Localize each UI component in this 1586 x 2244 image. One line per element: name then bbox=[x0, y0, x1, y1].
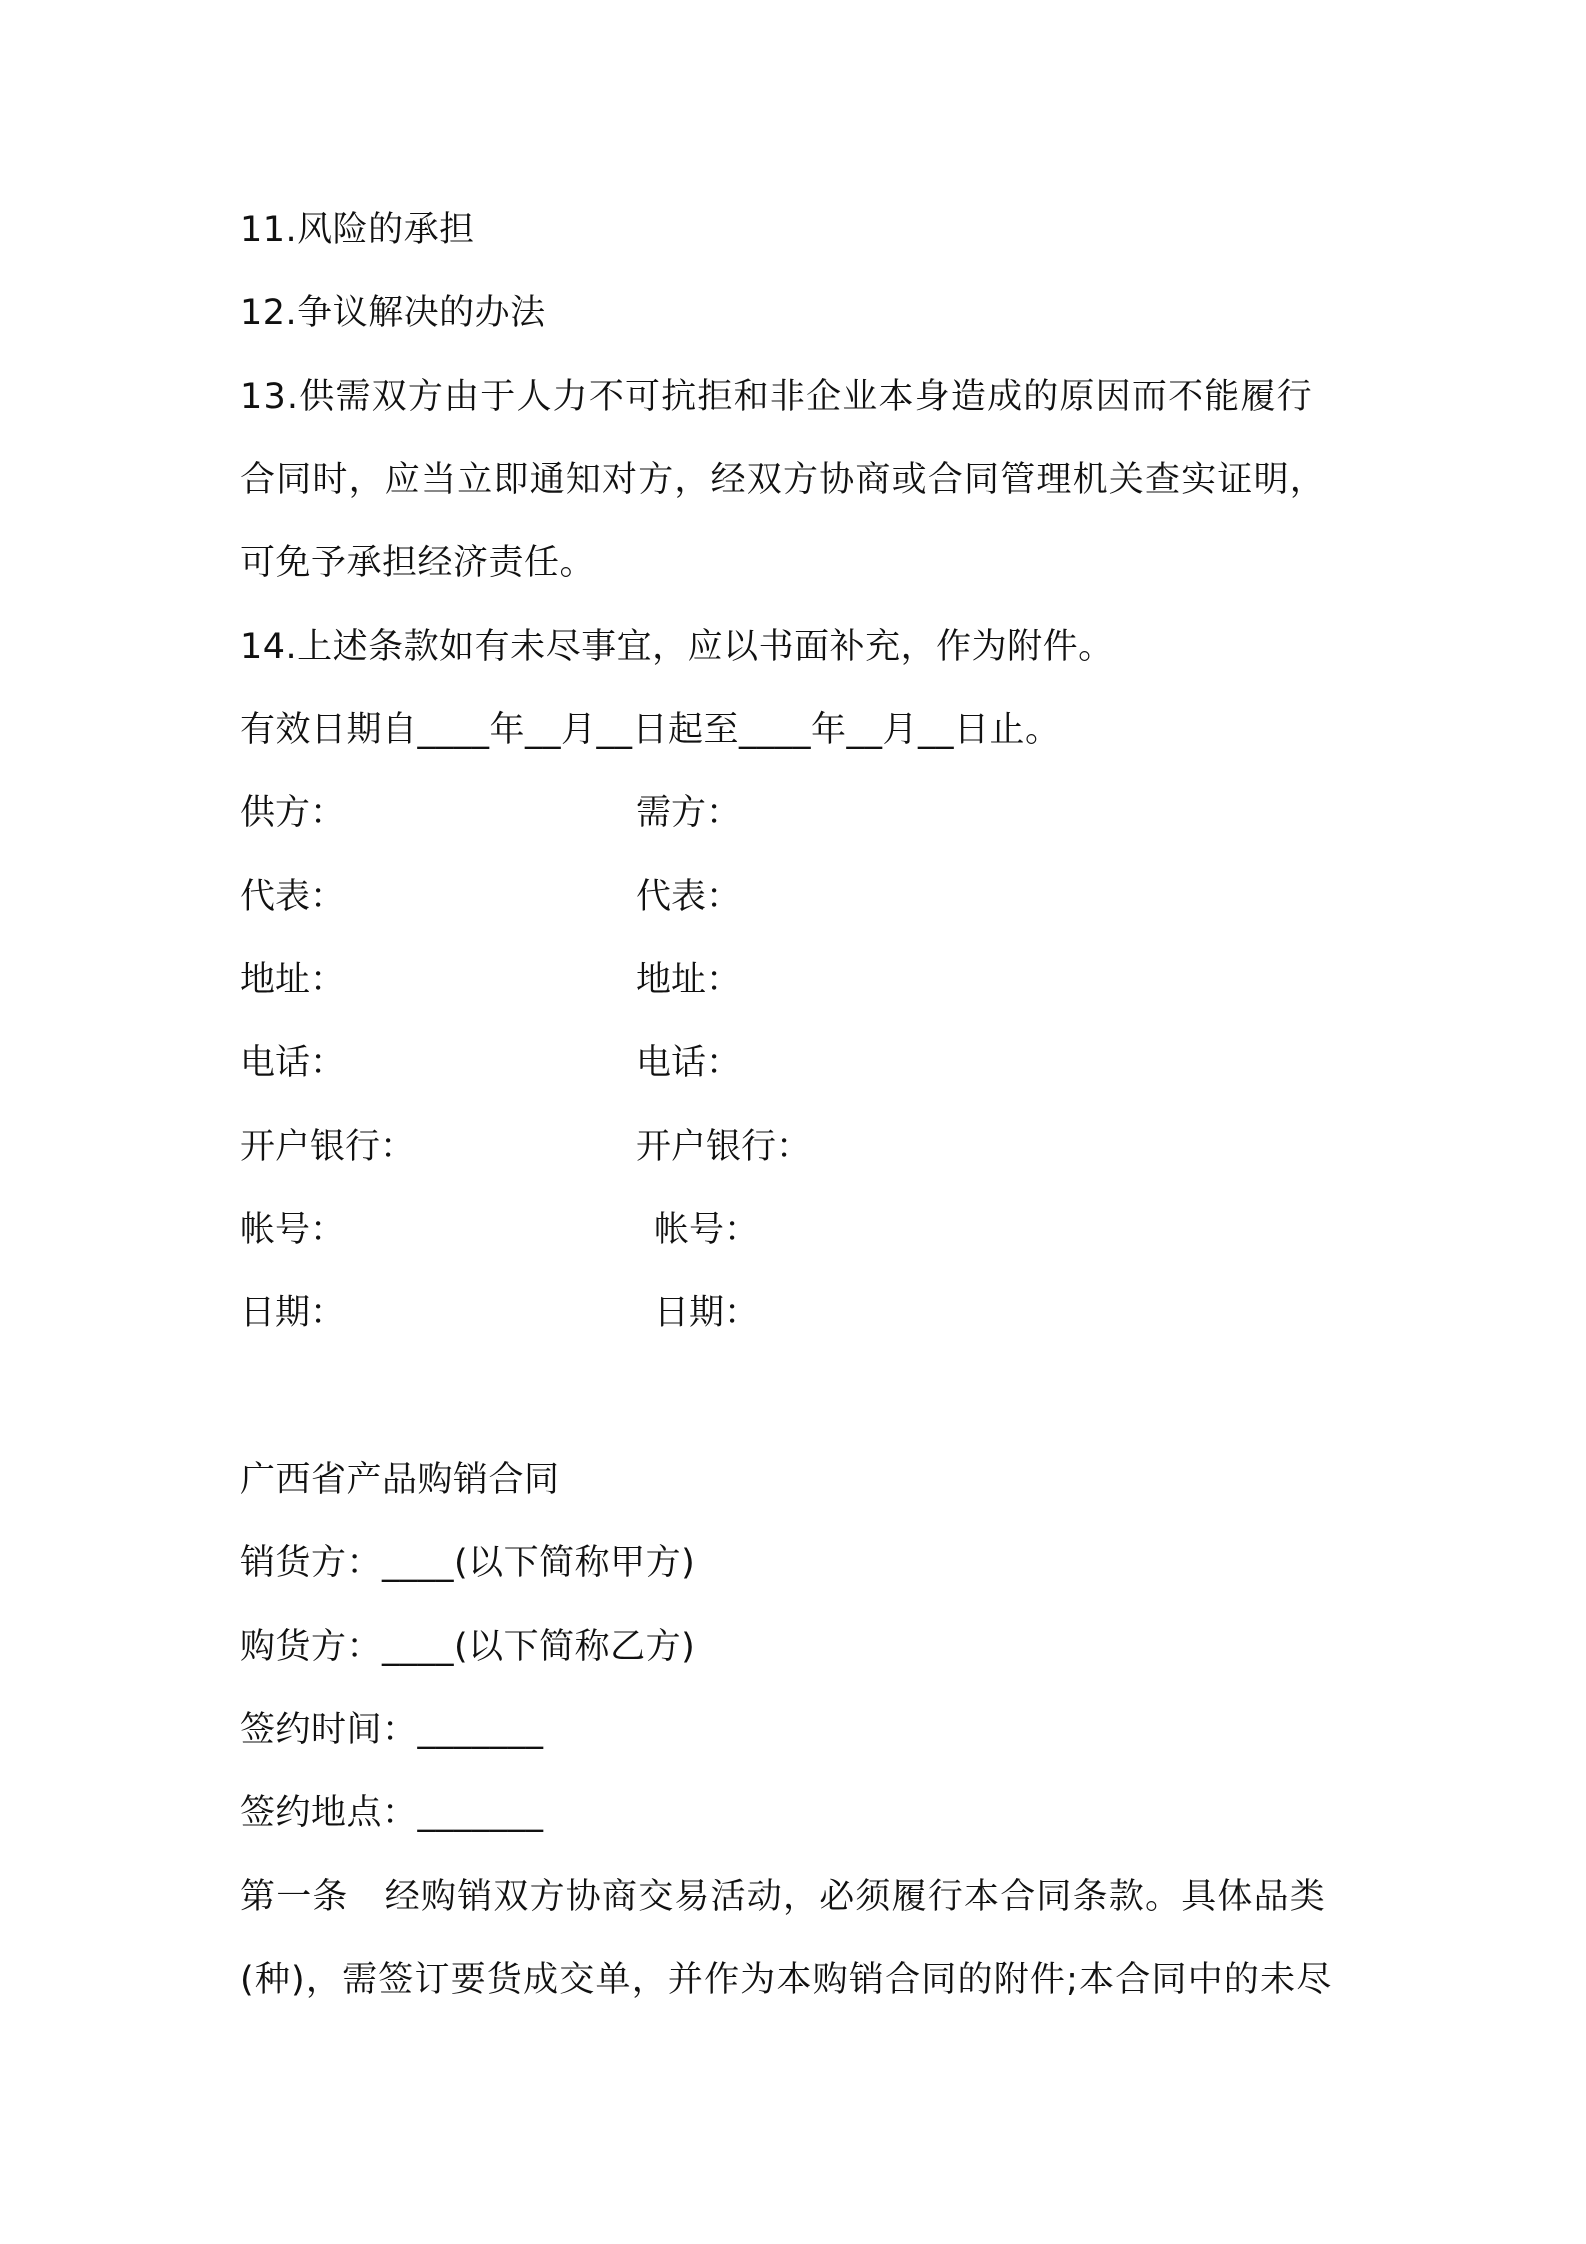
buyer-phone-label: 电话： bbox=[636, 1043, 742, 1083]
sign-place-line: 签约地点：_______ bbox=[240, 1793, 544, 1833]
supplier-party-label: 供方： bbox=[240, 793, 346, 833]
purchaser-line: 购货方：____(以下简称乙方) bbox=[240, 1627, 696, 1667]
clause-12: 12.争议解决的办法 bbox=[240, 293, 546, 333]
validity-period: 有效日期自____年__月__日起至____年__月__日止。 bbox=[240, 710, 1061, 750]
buyer-date-label: 日期： bbox=[654, 1293, 760, 1333]
supplier-representative-label: 代表： bbox=[240, 877, 346, 917]
clause-13-line-2: 合同时，应当立即通知对方，经双方协商或合同管理机关查实证明， bbox=[240, 460, 1327, 500]
seller-line: 销货方：____(以下简称甲方) bbox=[240, 1543, 696, 1583]
supplier-date-label: 日期： bbox=[240, 1293, 346, 1333]
clause-13-line-1: 13.供需双方由于人力不可抗拒和非企业本身造成的原因而不能履行 bbox=[240, 377, 1313, 417]
buyer-representative-label: 代表： bbox=[636, 877, 742, 917]
clause-11: 11.风险的承担 bbox=[240, 210, 475, 250]
clause-13-line-3: 可免予承担经济责任。 bbox=[240, 543, 596, 583]
supplier-address-label: 地址： bbox=[240, 960, 346, 1000]
buyer-party-label: 需方： bbox=[636, 793, 742, 833]
supplier-bank-label: 开户银行： bbox=[240, 1127, 416, 1167]
contract-title: 广西省产品购销合同 bbox=[240, 1460, 560, 1500]
buyer-account-label: 帐号： bbox=[654, 1210, 760, 1250]
clause-14: 14.上述条款如有未尽事宜，应以书面补充，作为附件。 bbox=[240, 627, 1114, 667]
article-1-line-2: (种)，需签订要货成交单，并作为本购销合同的附件;本合同中的未尽 bbox=[240, 1960, 1333, 2000]
supplier-phone-label: 电话： bbox=[240, 1043, 346, 1083]
sign-time-line: 签约时间：_______ bbox=[240, 1710, 544, 1750]
supplier-account-label: 帐号： bbox=[240, 1210, 346, 1250]
article-1-line-1: 第一条 经购销双方协商交易活动，必须履行本合同条款。具体品类 bbox=[240, 1877, 1327, 1917]
buyer-address-label: 地址： bbox=[636, 960, 742, 1000]
buyer-bank-label: 开户银行： bbox=[636, 1127, 812, 1167]
